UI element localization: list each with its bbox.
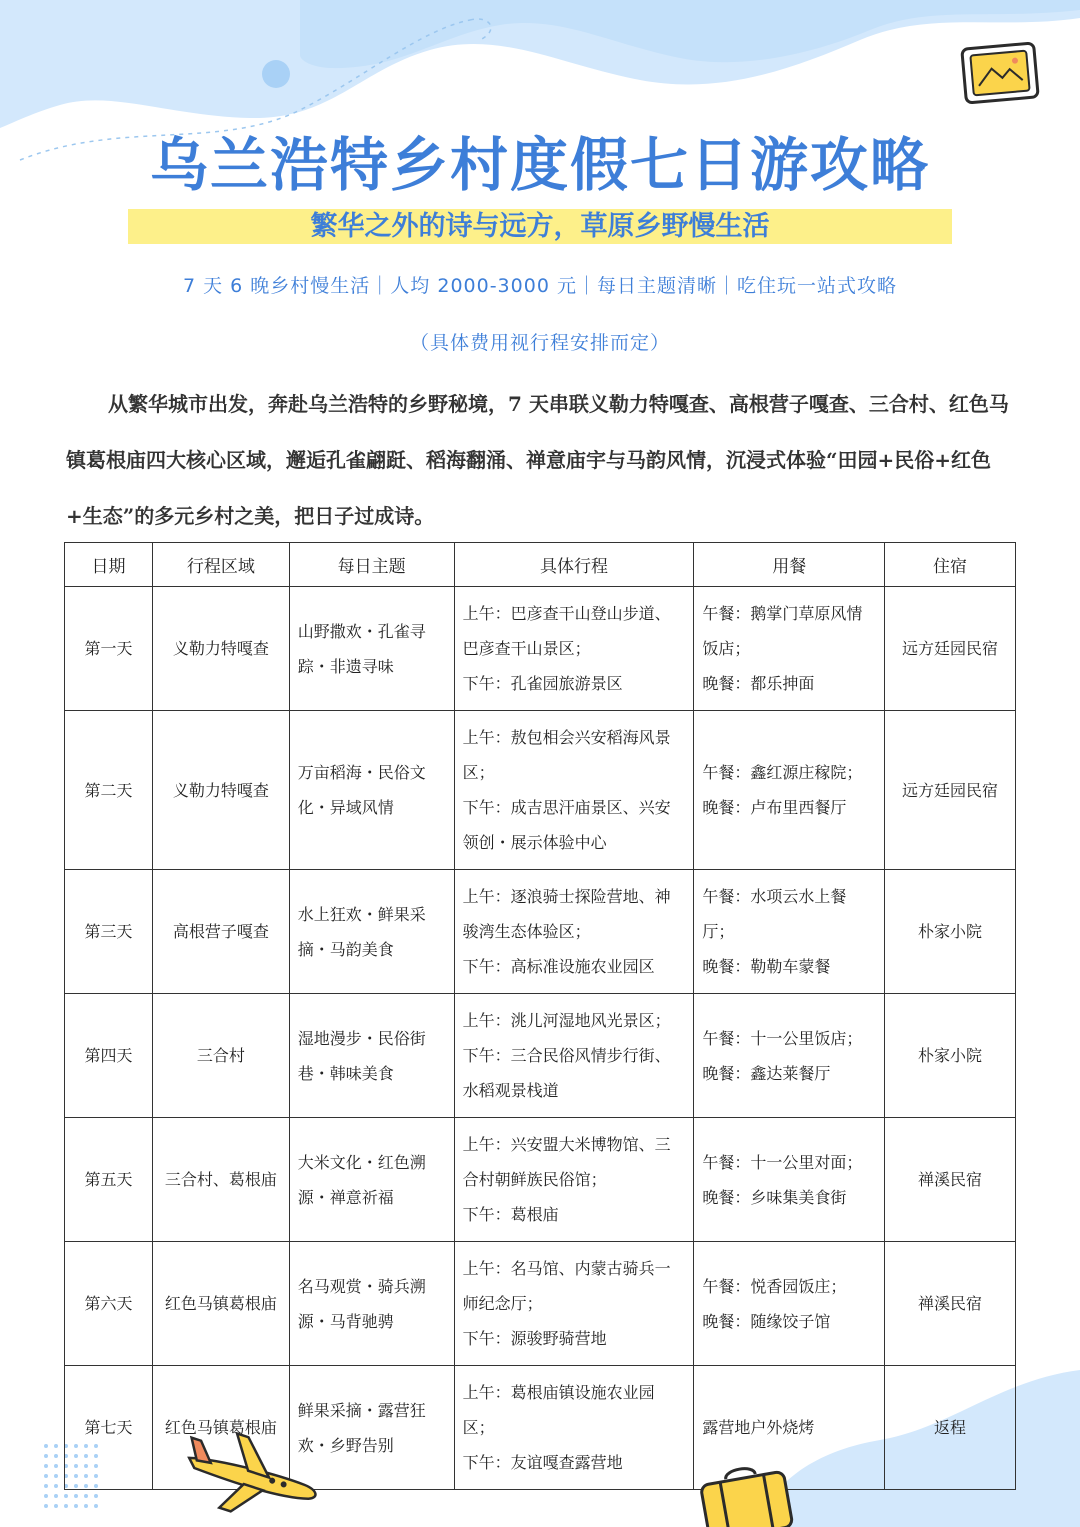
meal-line: 晚餐：勒勒车蒙餐 bbox=[702, 957, 831, 976]
meal-line: 午餐：十一公里对面； bbox=[702, 1152, 863, 1172]
theme-cell: 大米文化・红色溯源・禅意祈福 bbox=[289, 1118, 454, 1242]
header-date: 日期 bbox=[65, 543, 153, 587]
theme-cell: 鲜果采摘・露营狂欢・乡野告别 bbox=[289, 1366, 454, 1490]
itinerary-cell bbox=[454, 587, 694, 711]
meal-line: 午餐：鑫红源庄稼院； bbox=[702, 763, 863, 782]
day-cell: 第一天 bbox=[65, 587, 153, 711]
meal-cell bbox=[694, 587, 885, 711]
subtitle: 繁华之外的诗与远方，草原乡野慢生活 bbox=[310, 211, 770, 242]
theme-cell: 名马观赏・骑兵溯源・马背驰骋 bbox=[289, 1242, 454, 1366]
table-row bbox=[65, 711, 1016, 870]
theme-cell: 万亩稻海・民俗文化・异域风情 bbox=[289, 711, 454, 870]
itinerary-cell bbox=[454, 1366, 694, 1490]
cost-note: （具体费用视行程安排而定） bbox=[409, 332, 670, 354]
meal-line: 晚餐：随缘饺子馆 bbox=[702, 1311, 831, 1331]
itinerary-cell bbox=[454, 1118, 694, 1242]
suitcase-icon bbox=[690, 1462, 802, 1527]
table-row bbox=[65, 1118, 1016, 1242]
area-cell: 三合村、葛根庙 bbox=[152, 1118, 289, 1242]
meal-line: 露营地户外烧烤 bbox=[702, 1418, 815, 1437]
day-cell: 第二天 bbox=[65, 711, 153, 870]
itinerary-line: 下午：友谊嘎查露营地 bbox=[462, 1453, 623, 1472]
itinerary-line: 下午：成吉思汗庙景区、兴安领创・展示体验中心 bbox=[462, 798, 671, 852]
area-cell: 高根营子嘎查 bbox=[152, 870, 289, 994]
page-title: 乌兰浩特乡村度假七日游攻略 bbox=[149, 131, 930, 199]
table-header-row bbox=[65, 543, 1016, 587]
header-area: 行程区域 bbox=[152, 543, 289, 587]
meal-line: 晚餐：乡味集美食街 bbox=[702, 1187, 847, 1207]
meal-line: 午餐：鹅掌门草原风情饭店； bbox=[702, 604, 863, 658]
header-itinerary: 具体行程 bbox=[454, 543, 694, 587]
itinerary-cell bbox=[454, 711, 694, 870]
lodging-cell: 禅溪民宿 bbox=[885, 1118, 1016, 1242]
meal-line: 午餐：悦香园饭庄； bbox=[702, 1276, 847, 1296]
itinerary-line: 下午：源骏野骑营地 bbox=[462, 1329, 607, 1348]
table-row bbox=[65, 1242, 1016, 1366]
theme-cell: 湿地漫步・民俗街巷・韩味美食 bbox=[289, 994, 454, 1118]
picture-frame-icon bbox=[958, 40, 1042, 106]
itinerary-cell bbox=[454, 1242, 694, 1366]
meal-cell bbox=[694, 870, 885, 994]
header-meals: 用餐 bbox=[694, 543, 885, 587]
tagline: 7 天 6 晚乡村慢生活｜人均 2000-3000 元｜每日主题清晰｜吃住玩一站式攻略 bbox=[183, 275, 897, 297]
area-cell: 义勒力特嘎查 bbox=[152, 587, 289, 711]
lodging-cell: 朴家小院 bbox=[885, 994, 1016, 1118]
day-cell: 第三天 bbox=[65, 870, 153, 994]
itinerary-line: 下午：孔雀园旅游景区 bbox=[462, 674, 623, 693]
lodging-cell: 远方廷园民宿 bbox=[885, 587, 1016, 711]
lodging-cell: 返程 bbox=[885, 1366, 1016, 1490]
itinerary-cell bbox=[454, 994, 694, 1118]
itinerary-cell bbox=[454, 870, 694, 994]
day-cell: 第六天 bbox=[65, 1242, 153, 1366]
itinerary-line: 上午：逐浪骑士探险营地、神骏湾生态体验区； bbox=[462, 887, 671, 941]
airplane-icon bbox=[176, 1432, 326, 1524]
meal-line: 晚餐：鑫达莱餐厅 bbox=[702, 1063, 831, 1083]
itinerary-line: 上午：敖包相会兴安稻海风景区； bbox=[462, 728, 671, 782]
meal-cell bbox=[694, 994, 885, 1118]
theme-cell: 山野撒欢・孔雀寻踪・非遗寻味 bbox=[289, 587, 454, 711]
area-cell: 三合村 bbox=[152, 994, 289, 1118]
itinerary-line: 下午：三合民俗风情步行街、水稻观景栈道 bbox=[462, 1046, 671, 1100]
meal-line: 午餐：水项云水上餐厅； bbox=[702, 887, 847, 941]
header-theme: 每日主题 bbox=[289, 543, 454, 587]
area-cell: 红色马镇葛根庙 bbox=[152, 1366, 289, 1490]
day-cell: 第四天 bbox=[65, 994, 153, 1118]
lodging-cell: 禅溪民宿 bbox=[885, 1242, 1016, 1366]
meal-line: 晚餐：都乐抻面 bbox=[702, 674, 815, 693]
meal-cell bbox=[694, 1242, 885, 1366]
itinerary-line: 上午：洮儿河湿地风光景区； bbox=[462, 1011, 671, 1030]
meal-cell bbox=[694, 711, 885, 870]
lodging-cell: 朴家小院 bbox=[885, 870, 1016, 994]
intro-paragraph: 从繁华城市出发，奔赴乌兰浩特的乡野秘境，7 天串联义勒力特嘎查、高根营子嘎查、三合村、红色马镇葛根庙四大核心区域，邂逅孔雀翩跹、稻海翻涌、禅意庙宇与马韵风情，沉浸式体验“田园+民俗+红色+生态”的多元乡村之美，把日子过成诗。 bbox=[66, 392, 1009, 528]
day-cell: 第七天 bbox=[65, 1366, 153, 1490]
itinerary-line: 上午：名马馆、内蒙古骑兵一师纪念厅； bbox=[462, 1259, 671, 1313]
table-row bbox=[65, 870, 1016, 994]
area-cell: 红色马镇葛根庙 bbox=[152, 1242, 289, 1366]
meal-line: 晚餐：卢布里西餐厅 bbox=[702, 798, 847, 817]
itinerary-line: 下午：高标准设施农业园区 bbox=[462, 957, 655, 976]
meal-cell bbox=[694, 1118, 885, 1242]
theme-cell: 水上狂欢・鲜果采摘・马韵美食 bbox=[289, 870, 454, 994]
itinerary-line: 上午：兴安盟大米博物馆、三合村朝鲜族民俗馆； bbox=[462, 1135, 671, 1189]
itinerary-line: 下午：葛根庙 bbox=[462, 1205, 559, 1224]
header-lodging: 住宿 bbox=[885, 543, 1016, 587]
day-cell: 第五天 bbox=[65, 1118, 153, 1242]
itinerary-line: 上午：葛根庙镇设施农业园区； bbox=[462, 1383, 655, 1437]
itinerary-line: 上午：巴彦查干山登山步道、巴彦查干山景区； bbox=[462, 604, 671, 658]
lodging-cell: 远方廷园民宿 bbox=[885, 711, 1016, 870]
area-cell: 义勒力特嘎查 bbox=[152, 711, 289, 870]
table-row bbox=[65, 994, 1016, 1118]
table-row bbox=[65, 587, 1016, 711]
itinerary-table bbox=[64, 542, 1016, 1490]
meal-line: 午餐：十一公里饭店； bbox=[702, 1028, 863, 1048]
